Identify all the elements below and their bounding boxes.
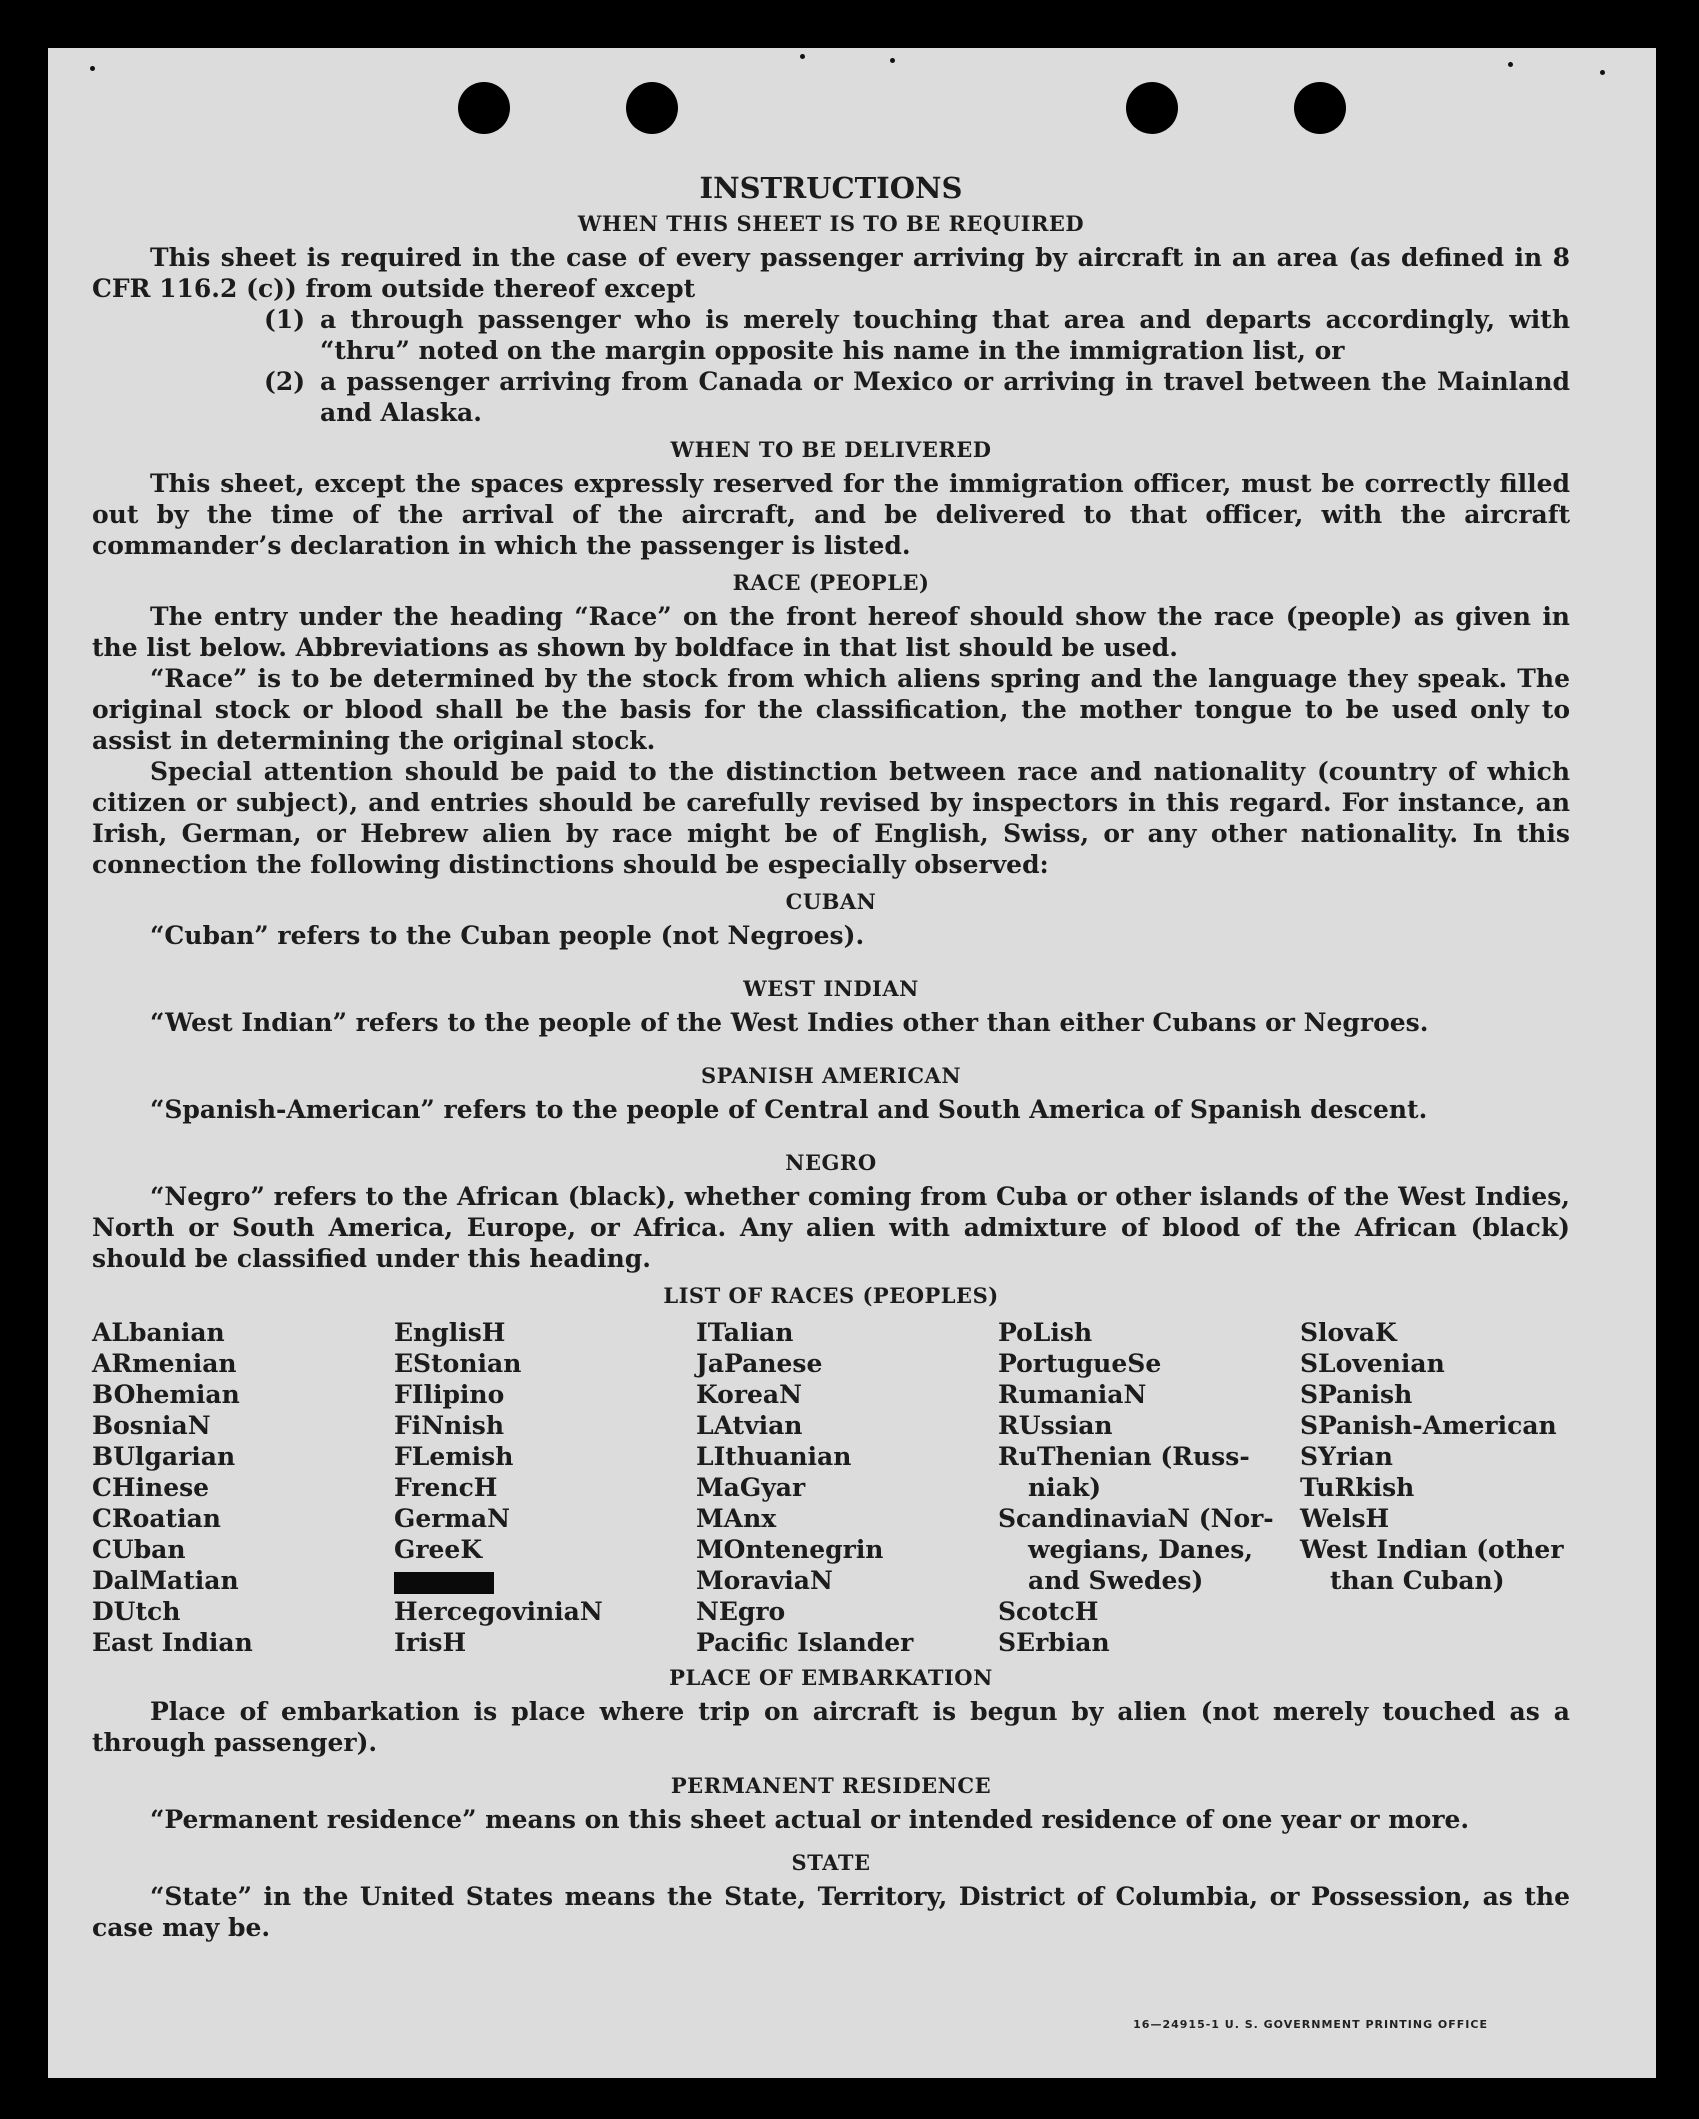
race-entry: SYrian — [1300, 1442, 1393, 1471]
redaction-mark — [394, 1572, 494, 1594]
race-entry: ScotcH — [998, 1597, 1099, 1626]
race-entry: MOntenegrin — [696, 1535, 884, 1564]
race-entry: DUtch — [92, 1597, 181, 1626]
race-entry: SLovenian — [1300, 1349, 1445, 1378]
race-entry: CHinese — [92, 1473, 210, 1502]
race-entry: FiNnish — [394, 1411, 505, 1440]
section-heading-cuban: CUBAN — [785, 889, 877, 914]
race-entry-continuation: niak) — [1028, 1473, 1102, 1502]
race-entry: ARmenian — [92, 1349, 237, 1378]
race-entry: SErbian — [998, 1628, 1110, 1657]
race-entry: RuThenian (Russ- — [998, 1442, 1250, 1471]
west-indian-text: “West Indian” refers to the people of the West Indies other than either Cubans or Negroes. — [150, 1008, 1429, 1037]
races-column — [998, 1317, 1274, 1658]
races-column — [1300, 1317, 1570, 1658]
race-entry: West Indian (other — [1300, 1535, 1564, 1564]
document-sheet — [48, 48, 1656, 2078]
section-heading-required: WHEN THIS SHEET IS TO BE REQUIRED — [577, 211, 1085, 236]
race-paragraph: The entry under the heading “Race” on the front hereof should show the race (people) as given in the list below. Abbreviations as shown by boldface in that list should be used. — [92, 602, 1570, 662]
race-paragraph: “Race” is to be determined by the stock from which aliens spring and the language they speak. The original stock or blood shall be the basis for the classification, the mother tongue to be used only to assist in determining the original stock. — [92, 664, 1570, 755]
race-entry: PoLish — [998, 1318, 1093, 1347]
race-entry: SPanish — [1300, 1380, 1413, 1409]
race-entry: JaPanese — [696, 1349, 823, 1378]
section-heading-residence: PERMANENT RESIDENCE — [670, 1773, 992, 1798]
punch-hole — [1126, 82, 1178, 134]
race-entry: CUban — [92, 1535, 186, 1564]
race-entry: WelsH — [1300, 1504, 1390, 1533]
race-entry: MaGyar — [696, 1473, 806, 1502]
race-entry: MAnx — [696, 1504, 777, 1533]
item-number: (1) — [264, 305, 306, 334]
speck-mark — [1600, 70, 1605, 75]
punch-hole — [458, 82, 510, 134]
section-heading-embarkation: PLACE OF EMBARKATION — [669, 1665, 993, 1690]
section-heading-race: RACE (PEOPLE) — [732, 570, 930, 595]
negro-text: “Negro” refers to the African (black), whether coming from Cuba or other islands of the West Indies, North or South America, Europe, or Africa. Any alien with admixture of blood of the African (black) should be classified under this heading. — [92, 1182, 1570, 1273]
punch-hole — [626, 82, 678, 134]
race-entry: HercegoviniaN — [394, 1597, 603, 1626]
race-entry: ScandinaviaN (Nor- — [998, 1504, 1274, 1533]
race-entry-continuation: and Swedes) — [1028, 1566, 1204, 1595]
state-text: “State” in the United States means the State, Territory, District of Columbia, or Possession, as the case may be. — [92, 1882, 1570, 1942]
race-entry: EStonian — [394, 1349, 522, 1378]
race-entry: SlovaK — [1300, 1318, 1397, 1347]
required-intro: This sheet is required in the case of every passenger arriving by aircraft in an area (as defined in 8 CFR 116.2 (c)) from outside thereof except — [92, 243, 1570, 303]
race-entry: ITalian — [696, 1318, 794, 1347]
section-heading-state: STATE — [791, 1850, 871, 1875]
race-entry: BosniaN — [92, 1411, 211, 1440]
races-column — [696, 1317, 966, 1658]
race-entry: CRoatian — [92, 1504, 221, 1533]
exception-item — [264, 366, 1570, 428]
race-entry: TuRkish — [1300, 1473, 1415, 1502]
race-entry-redacted — [394, 1565, 664, 1596]
residence-text: “Permanent residence” means on this sheet actual or intended residence of one year or more. — [150, 1805, 1470, 1834]
race-entry: GermaN — [394, 1504, 510, 1533]
race-entry: GreeK — [394, 1535, 483, 1564]
race-entry: NEgro — [696, 1597, 786, 1626]
delivered-text: This sheet, except the spaces expressly reserved for the immigration officer, must be correctly filled out by the time of the arrival of the aircraft, and be delivered to that officer, with the aircraft commander’s declaration in which the passenger is listed. — [92, 469, 1570, 560]
races-list — [92, 1317, 1570, 1658]
section-heading-west-indian: WEST INDIAN — [743, 976, 919, 1001]
speck-mark — [800, 54, 805, 59]
race-entry: LAtvian — [696, 1411, 803, 1440]
race-entry: BOhemian — [92, 1380, 240, 1409]
races-column — [92, 1317, 362, 1658]
race-entry: EnglisH — [394, 1318, 506, 1347]
speck-mark — [1508, 62, 1513, 67]
race-entry: SPanish-American — [1300, 1411, 1557, 1440]
speck-mark — [90, 66, 95, 71]
spanish-american-text: “Spanish-American” refers to the people of Central and South America of Spanish descent. — [150, 1095, 1428, 1124]
race-entry-continuation: than Cuban) — [1330, 1566, 1505, 1595]
race-entry: RUssian — [998, 1411, 1113, 1440]
race-entry: KoreaN — [696, 1380, 802, 1409]
exception-item — [264, 304, 1570, 366]
race-entry: ALbanian — [92, 1318, 225, 1347]
section-heading-delivered: WHEN TO BE DELIVERED — [670, 437, 992, 462]
race-entry: LIthuanian — [696, 1442, 852, 1471]
race-entry: MoraviaN — [696, 1566, 833, 1595]
race-entry-continuation: wegians, Danes, — [1028, 1535, 1253, 1564]
race-entry: IrisH — [394, 1628, 467, 1657]
race-entry: FLemish — [394, 1442, 514, 1471]
race-entry: FrencH — [394, 1473, 498, 1502]
instructions-body — [92, 173, 1570, 1943]
race-entry: BUlgarian — [92, 1442, 236, 1471]
section-heading-races: LIST OF RACES (PEOPLES) — [663, 1283, 999, 1308]
punch-hole — [1294, 82, 1346, 134]
item-number: (2) — [264, 367, 306, 396]
item-text: a through passenger who is merely touching that area and departs accordingly, with “thru” noted on the margin opposite his name in the immigration list, or — [320, 305, 1570, 365]
race-entry: East Indian — [92, 1628, 253, 1657]
printing-office-footer: 16—24915-1 U. S. GOVERNMENT PRINTING OFFICE — [1133, 2018, 1488, 2031]
race-entry: Pacific Islander — [696, 1628, 914, 1657]
page-title: INSTRUCTIONS — [699, 171, 963, 205]
race-entry: DalMatian — [92, 1566, 239, 1595]
section-heading-spanish-american: SPANISH AMERICAN — [700, 1063, 962, 1088]
cuban-text: “Cuban” refers to the Cuban people (not Negroes). — [150, 921, 865, 950]
race-paragraph: Special attention should be paid to the distinction between race and nationality (country of which citizen or subject), and entries should be carefully revised by inspectors in this regard. For instance, an Irish, German, or Hebrew alien by race might be of English, Swiss, or any other nationality. In this connection the following distinctions should be especially observed: — [92, 757, 1570, 879]
race-entry: FIlipino — [394, 1380, 505, 1409]
section-heading-negro: NEGRO — [785, 1150, 877, 1175]
speck-mark — [890, 58, 895, 63]
race-entry: PortugueSe — [998, 1349, 1162, 1378]
embarkation-text: Place of embarkation is place where trip on aircraft is begun by alien (not merely touched as a through passenger). — [92, 1697, 1570, 1757]
race-entry: RumaniaN — [998, 1380, 1147, 1409]
races-column — [394, 1317, 664, 1658]
item-text: a passenger arriving from Canada or Mexico or arriving in travel between the Mainland and Alaska. — [320, 367, 1570, 427]
